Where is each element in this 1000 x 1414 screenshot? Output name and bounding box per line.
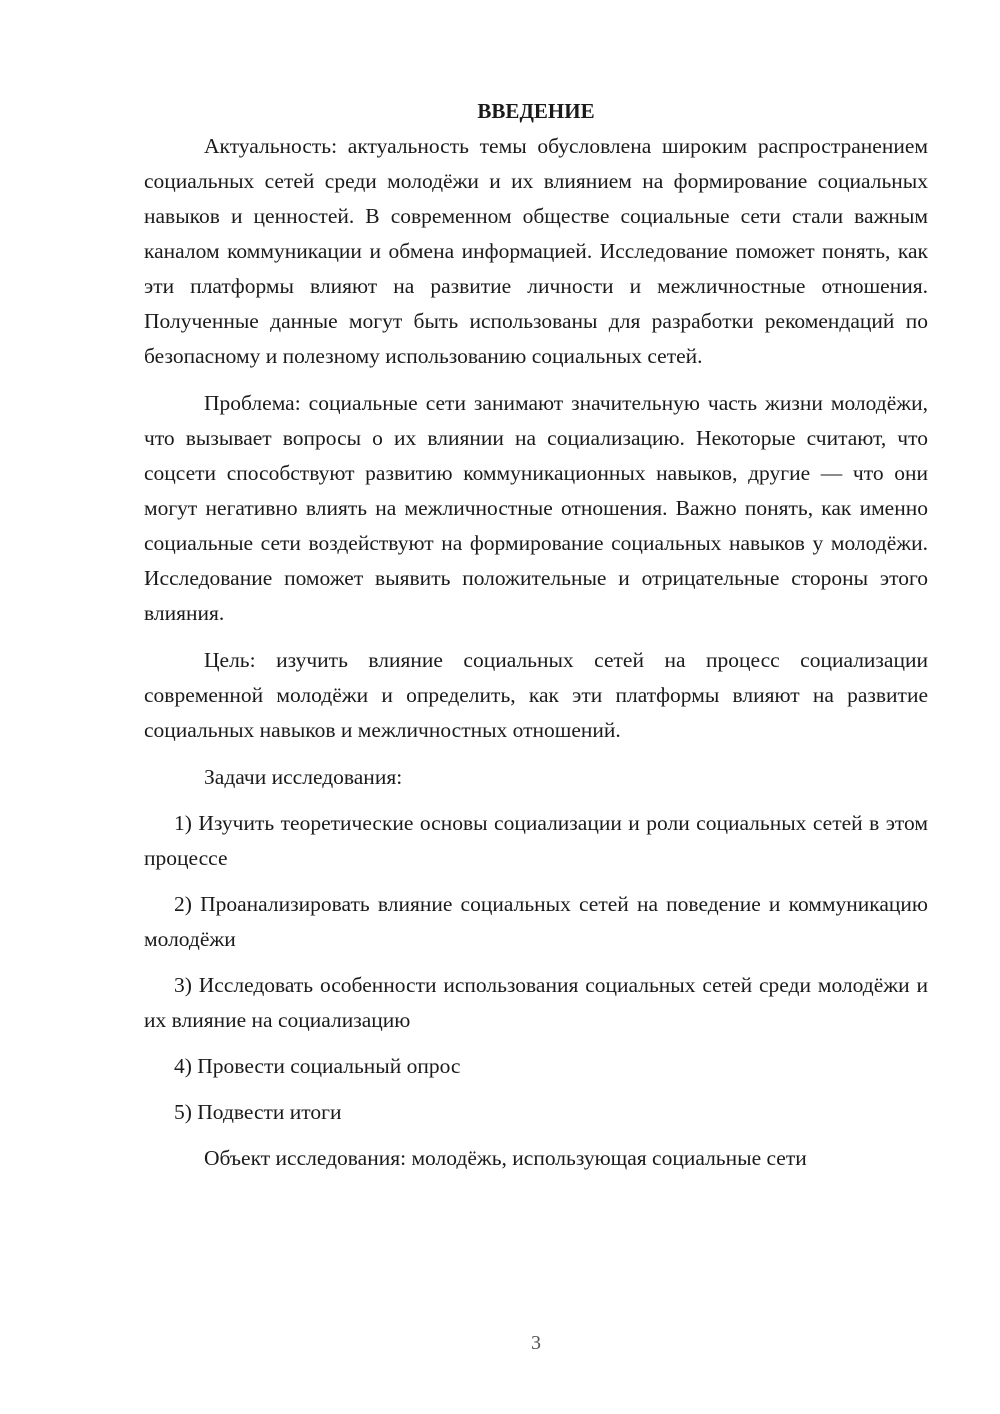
page-number: 3 — [531, 1332, 541, 1354]
task-item-4: 4) Провести социальный опрос — [174, 1054, 461, 1078]
goal-paragraph: Цель: изучить влияние социальных сетей на процесс социализации современной молодёжи и определить, как эти платформы влияют на развитие социальных навыков и межличностных отношений. — [144, 648, 928, 742]
problem-paragraph: Проблема: социальные сети занимают значительную часть жизни молодёжи, что вызывает вопросы о их влиянии на социализацию. Некоторые считают, что соцсети способствуют развитию коммуникационных навыков, другие — что они могут негативно влиять на межличностные отношения. Важно понять, как именно социальные сети воздействуют на формирование социальных навыков у молодёжи. Исследование поможет выявить положительные и отрицательные стороны этого влияния. — [144, 391, 928, 625]
task-item-3: 3) Исследовать особенности использования социальных сетей среди молодёжи и их влияние на социализацию — [144, 973, 928, 1032]
object-paragraph: Объект исследования: молодёжь, использующая социальные сети — [204, 1146, 807, 1170]
section-heading: ВВЕДЕНИЕ — [477, 99, 595, 123]
relevance-paragraph: Актуальность: актуальность темы обусловлена широким распространением социальных сетей среди молодёжи и их влиянием на формирование социальных навыков и ценностей. В современном обществе социальные сети стали важным каналом коммуникации и обмена информацией. Исследование поможет понять, как эти платформы влияют на развитие личности и межличностные отношения. Полученные данные могут быть использованы для разработки рекомендаций по безопасному и полезному использованию социальных сетей. — [144, 134, 928, 368]
document-page — [144, 94, 928, 1187]
tasks-title: Задачи исследования: — [204, 765, 403, 789]
task-item-1: 1) Изучить теоретические основы социализации и роли социальных сетей в этом процессе — [144, 811, 928, 870]
task-item-5: 5) Подвести итоги — [174, 1100, 342, 1124]
task-item-2: 2) Проанализировать влияние социальных сетей на поведение и коммуникацию молодёжи — [144, 892, 928, 951]
